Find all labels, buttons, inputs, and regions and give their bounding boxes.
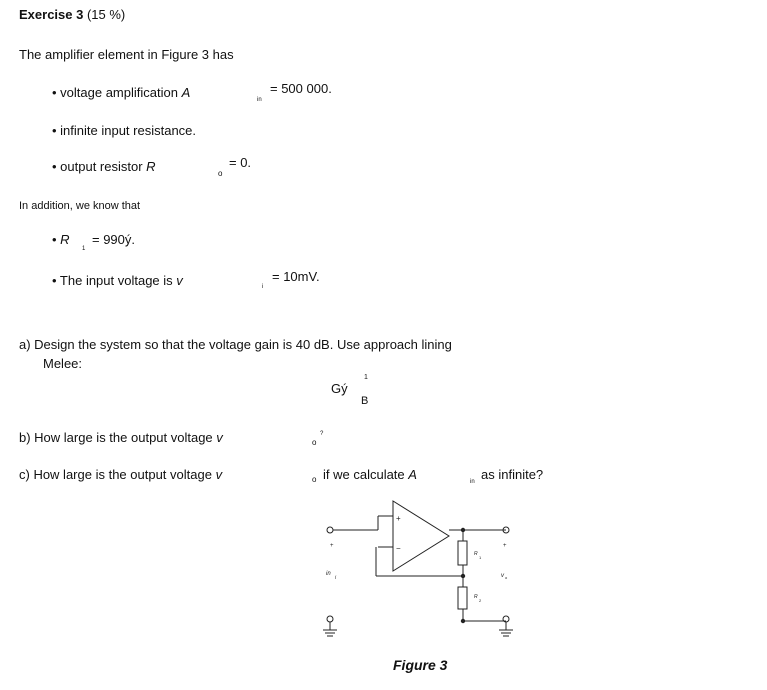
resistor-r2 [458, 587, 467, 609]
r1-subscript: 1 [479, 555, 482, 560]
bullet-var: R [60, 232, 70, 247]
bullet-infinite-input: • infinite input resistance. [52, 123, 197, 138]
bullet-text: • The input voltage is [52, 273, 177, 288]
bullet3-value: = 0. [229, 155, 252, 170]
exercise-title-label: Exercise 3 [19, 7, 84, 22]
bullet-var: R [146, 159, 156, 174]
part-a-line1: a) Design the system so that the voltage gain is 40 dB. Use approach lining [19, 337, 452, 352]
bullet-r1-subscript: 1 [82, 246, 86, 252]
part-b-superscript: ? [320, 431, 324, 437]
terminal-input-plus [327, 527, 333, 533]
formula-denominator: B [361, 395, 369, 407]
opamp-triangle [393, 501, 449, 571]
r2-label: R [474, 594, 478, 600]
output-plus-label: + [503, 543, 507, 549]
figure-caption: Figure 3 [393, 657, 448, 673]
opamp-plus-label: + [396, 514, 401, 523]
bullet-text: • output resistor [52, 159, 147, 174]
bullet-var: A [181, 85, 191, 100]
part-c-var: v [215, 467, 223, 482]
input-plus-label: + [330, 543, 334, 549]
bullet-var: v [176, 273, 183, 288]
part-c-subscript2: in [470, 479, 475, 485]
formula-numerator: 1 [364, 374, 368, 381]
part-b-var: v [216, 430, 223, 445]
part-c-text: c) How large is the output voltage [19, 467, 216, 482]
resistor-r1 [458, 541, 467, 565]
opamp-minus-label: − [396, 544, 401, 553]
r2-subscript: 2 [479, 598, 482, 603]
bullet1-subscript: in [257, 97, 262, 103]
input-label: in [326, 571, 331, 577]
bullet-input-subscript: i [262, 284, 264, 290]
part-b-subscript: o [312, 438, 317, 447]
bullet1-value: = 500 000. [270, 81, 332, 96]
exercise-weight: (15 %) [86, 7, 126, 22]
bullet3-subscript: o [218, 169, 223, 178]
junction-ground [461, 619, 465, 623]
bullet-text: • voltage amplification [52, 85, 182, 100]
output-voltage-label: v [501, 573, 504, 579]
input-subscript: i [335, 575, 337, 581]
bullet-input-value: = 10mV. [272, 269, 320, 284]
junction-output [461, 528, 465, 532]
r1-label: R [474, 551, 478, 557]
junction-feedback [461, 574, 465, 578]
output-voltage-subscript: o [505, 575, 508, 580]
intro-text: The amplifier element in Figure 3 has [19, 47, 234, 62]
addition-text: In addition, we know that [19, 200, 141, 212]
part-b-text: b) How large is the output voltage [19, 430, 217, 445]
part-a-line2: Melee: [43, 356, 83, 371]
part-c-tail: as infinite? [481, 467, 544, 482]
part-c-mid-text: if we calculate [323, 467, 409, 482]
terminal-input-minus [327, 616, 333, 622]
bullet-text: • [52, 232, 61, 247]
part-c-subscript: o [312, 475, 317, 484]
part-c-var2: A [408, 467, 417, 482]
bullet-r1-value: = 990ý. [92, 232, 136, 247]
formula-gain: Gý [331, 381, 348, 396]
